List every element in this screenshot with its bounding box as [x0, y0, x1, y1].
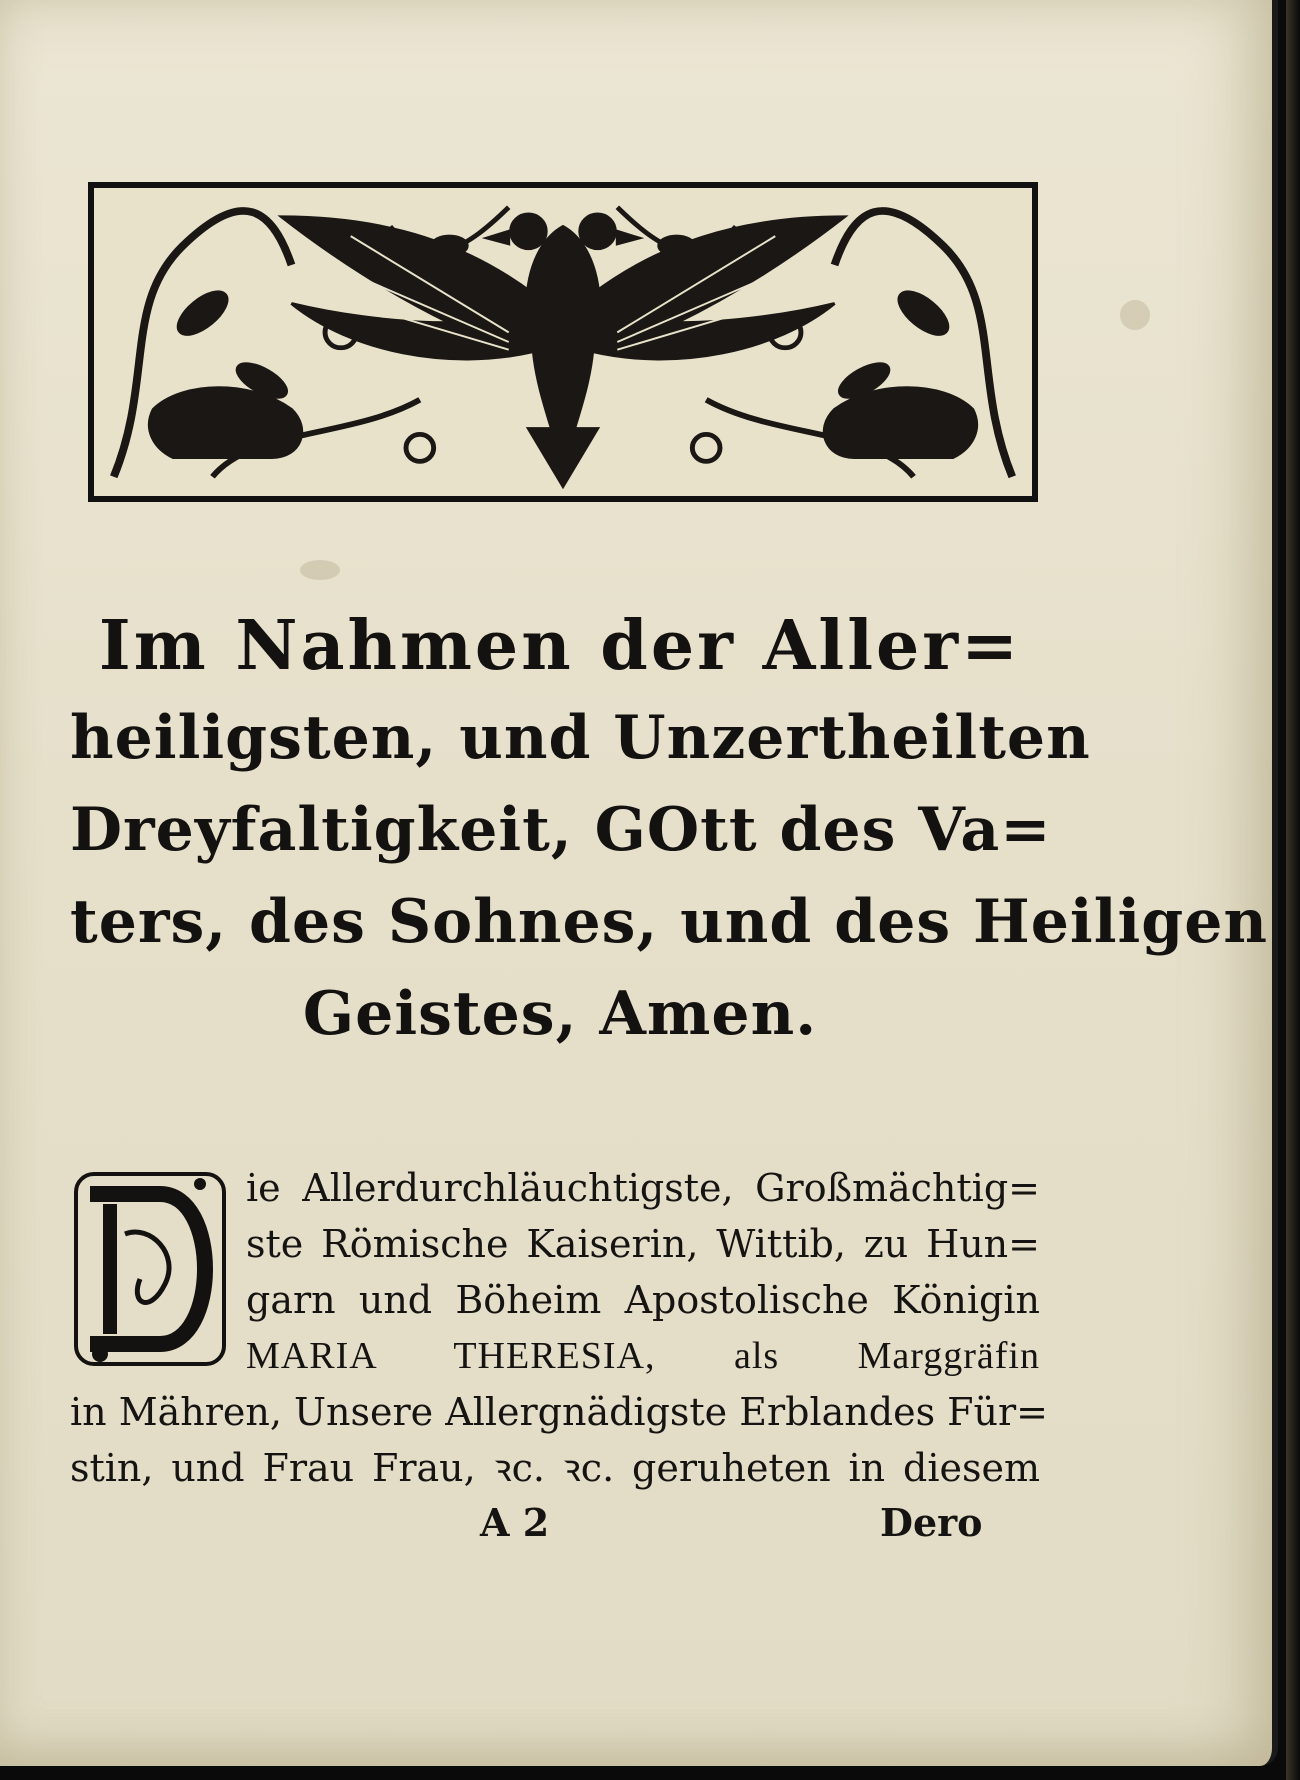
body-text: [70, 1160, 1048, 1496]
catchword: Dero: [880, 1500, 983, 1545]
ornamental-initial-icon: [70, 1164, 230, 1374]
invocation-heading: [70, 600, 1269, 1060]
heading-line: Dreyfaltigkeit, GOtt des Va=: [70, 795, 1052, 865]
heading-line: Geistes, Amen.: [302, 979, 818, 1049]
paper-stain: [1120, 300, 1150, 330]
heading-line: heiligsten, und Unzertheilten: [70, 703, 1091, 773]
body-line: garn und Böheim Apostolische Königin: [246, 1278, 1040, 1322]
heading-line: Im Nahmen der Aller=: [98, 606, 1022, 686]
ornamental-initial: [70, 1164, 230, 1374]
body-line: stin, und Frau Frau, ꝛc. ꝛc. geruheten in diesem: [70, 1446, 1040, 1490]
body-line: in Mähren, Unsere Allergnädigste Erblandes Für=: [70, 1390, 1048, 1434]
signature-mark: A 2: [480, 1500, 550, 1545]
paper-stain: [300, 560, 340, 580]
svg-text:D: D: [149, 1299, 151, 1300]
body-line: ste Römische Kaiserin, Wittib, zu Hun=: [246, 1222, 1040, 1266]
heading-line: ters, des Sohnes, und des Heiligen: [70, 887, 1269, 957]
body-line: ie Allerdurchläuchtigste, Großmächtig=: [246, 1166, 1040, 1210]
eagle-woodcut-headpiece: [88, 182, 1038, 502]
page-footer: [0, 1500, 1272, 1560]
eagle-woodcut-icon: [94, 188, 1032, 496]
body-line: MARIA THERESIA, als Marggräfin: [246, 1335, 1040, 1377]
page-edge-shadow: [1286, 0, 1300, 1780]
